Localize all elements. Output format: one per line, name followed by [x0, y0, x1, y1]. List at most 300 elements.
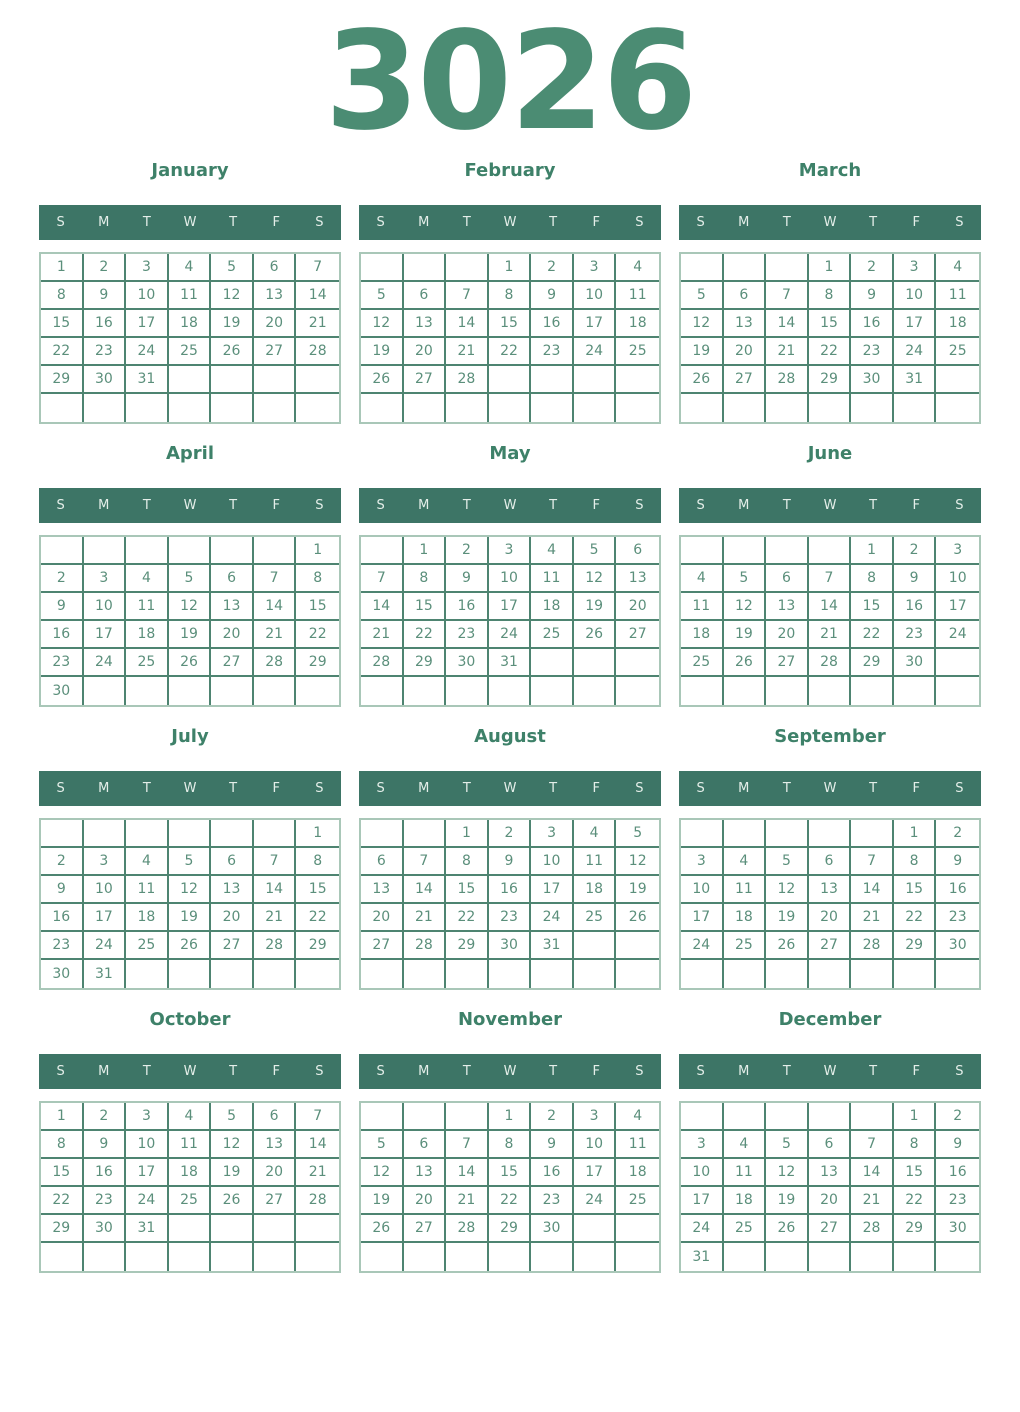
- day-cell: 13: [211, 876, 254, 904]
- day-of-week-label: T: [782, 1064, 791, 1080]
- day-cell-empty: [894, 960, 937, 988]
- day-cell: 31: [681, 1243, 724, 1271]
- day-of-week-label: T: [142, 215, 151, 231]
- day-cell: 21: [404, 904, 447, 932]
- month-title: November: [457, 1009, 563, 1031]
- day-cell-empty: [404, 254, 447, 282]
- day-cell: 20: [211, 621, 254, 649]
- day-cell: 28: [254, 649, 297, 677]
- day-cell-empty: [681, 537, 724, 565]
- month-title: May: [489, 443, 531, 465]
- day-of-week-label: T: [142, 498, 151, 514]
- day-of-week-label: T: [229, 215, 238, 231]
- day-cell-empty: [616, 366, 659, 394]
- day-cell: 7: [404, 848, 447, 876]
- day-cell: 6: [211, 848, 254, 876]
- day-cell: 5: [681, 282, 724, 310]
- day-cell: 15: [41, 310, 84, 338]
- day-cell: 22: [404, 621, 447, 649]
- day-cell-empty: [936, 649, 979, 677]
- day-cell: 24: [84, 932, 127, 960]
- day-of-week-label: S: [376, 215, 385, 231]
- day-cell: 30: [41, 677, 84, 705]
- day-of-week-label: S: [635, 215, 644, 231]
- day-cell-empty: [681, 820, 724, 848]
- day-cell: 3: [84, 565, 127, 593]
- day-cell: 15: [489, 1159, 532, 1187]
- day-cell-empty: [574, 932, 617, 960]
- day-cell: 24: [936, 621, 979, 649]
- day-cell-empty: [211, 677, 254, 705]
- day-cell: 14: [446, 1159, 489, 1187]
- day-cell-empty: [489, 1243, 532, 1271]
- day-cell: 26: [766, 932, 809, 960]
- month-block: [679, 726, 981, 990]
- day-cell: 16: [531, 310, 574, 338]
- day-cell-empty: [169, 366, 212, 394]
- day-cell-empty: [446, 394, 489, 422]
- day-cell: 16: [489, 876, 532, 904]
- day-cell: 19: [724, 621, 767, 649]
- day-cell: 9: [41, 593, 84, 621]
- day-cell: 12: [361, 1159, 404, 1187]
- day-cell: 8: [851, 565, 894, 593]
- day-of-week-label: T: [142, 1064, 151, 1080]
- day-cell-empty: [489, 677, 532, 705]
- day-of-week-label: S: [376, 781, 385, 797]
- day-cell: 30: [446, 649, 489, 677]
- day-cell: 26: [616, 904, 659, 932]
- day-cell: 15: [404, 593, 447, 621]
- day-cell: 24: [574, 1187, 617, 1215]
- day-cell: 18: [616, 310, 659, 338]
- day-cell: 23: [41, 932, 84, 960]
- month-day-grid: [359, 1101, 661, 1273]
- day-cell-empty: [211, 960, 254, 988]
- day-of-week-label: M: [418, 215, 430, 231]
- day-cell: 28: [766, 366, 809, 394]
- day-cell: 26: [766, 1215, 809, 1243]
- day-cell: 9: [531, 282, 574, 310]
- day-cell: 22: [894, 904, 937, 932]
- day-cell: 24: [681, 932, 724, 960]
- month-day-grid: [359, 535, 661, 707]
- day-cell: 24: [531, 904, 574, 932]
- day-cell-empty: [404, 1103, 447, 1131]
- day-cell: 6: [809, 848, 852, 876]
- day-cell: 9: [894, 565, 937, 593]
- day-cell-empty: [446, 677, 489, 705]
- day-cell: 31: [126, 366, 169, 394]
- day-cell: 30: [531, 1215, 574, 1243]
- day-of-week-label: F: [912, 781, 921, 797]
- month-day-grid: [679, 818, 981, 990]
- day-cell: 25: [126, 649, 169, 677]
- day-cell: 17: [936, 593, 979, 621]
- day-of-week-label: S: [635, 1064, 644, 1080]
- month-title: March: [798, 160, 862, 182]
- day-cell: 19: [574, 593, 617, 621]
- day-cell-empty: [766, 820, 809, 848]
- day-of-week-label: F: [272, 498, 281, 514]
- day-cell-empty: [936, 366, 979, 394]
- day-cell: 26: [211, 338, 254, 366]
- day-of-week-label: F: [592, 1064, 601, 1080]
- day-cell: 21: [296, 310, 339, 338]
- day-cell-empty: [809, 537, 852, 565]
- day-cell-empty: [361, 1243, 404, 1271]
- month-day-grid: [39, 1101, 341, 1273]
- day-cell: 10: [681, 1159, 724, 1187]
- day-cell: 29: [851, 649, 894, 677]
- day-cell-empty: [851, 677, 894, 705]
- day-cell-empty: [936, 394, 979, 422]
- day-cell-empty: [254, 820, 297, 848]
- day-cell: 23: [936, 904, 979, 932]
- day-cell: 5: [361, 282, 404, 310]
- day-cell: 27: [766, 649, 809, 677]
- day-cell-empty: [851, 394, 894, 422]
- day-of-week-label: W: [823, 781, 837, 797]
- day-cell: 15: [296, 876, 339, 904]
- day-cell: 1: [894, 1103, 937, 1131]
- day-cell: 17: [489, 593, 532, 621]
- day-of-week-label: T: [869, 781, 878, 797]
- day-of-week-label: M: [418, 781, 430, 797]
- day-of-week-label: S: [315, 215, 324, 231]
- day-of-week-label: W: [823, 215, 837, 231]
- day-cell-empty: [126, 820, 169, 848]
- day-cell: 17: [681, 904, 724, 932]
- day-cell: 11: [724, 1159, 767, 1187]
- day-of-week-label: W: [503, 498, 517, 514]
- day-cell: 27: [361, 932, 404, 960]
- day-cell: 10: [126, 282, 169, 310]
- month-block: [39, 726, 341, 990]
- day-cell: 27: [809, 1215, 852, 1243]
- day-cell-empty: [84, 394, 127, 422]
- day-cell: 25: [531, 621, 574, 649]
- day-cell: 7: [446, 282, 489, 310]
- day-cell: 15: [809, 310, 852, 338]
- day-cell: 14: [851, 1159, 894, 1187]
- day-of-week-label: M: [98, 498, 110, 514]
- day-of-week-label: T: [462, 1064, 471, 1080]
- day-cell-empty: [169, 960, 212, 988]
- day-cell-empty: [169, 677, 212, 705]
- month-day-grid: [39, 252, 341, 424]
- day-cell: 11: [616, 1131, 659, 1159]
- day-cell: 11: [169, 1131, 212, 1159]
- day-cell: 12: [681, 310, 724, 338]
- day-cell: 6: [616, 537, 659, 565]
- day-cell-empty: [169, 1215, 212, 1243]
- day-of-week-label: W: [183, 1064, 197, 1080]
- day-cell: 29: [894, 932, 937, 960]
- month-day-grid: [679, 535, 981, 707]
- day-of-week-label: T: [229, 1064, 238, 1080]
- day-cell: 8: [404, 565, 447, 593]
- day-cell-empty: [211, 366, 254, 394]
- month-block: [39, 1009, 341, 1273]
- day-cell: 18: [574, 876, 617, 904]
- day-cell-empty: [809, 1243, 852, 1271]
- day-of-week-label: T: [462, 781, 471, 797]
- day-cell: 8: [809, 282, 852, 310]
- day-cell: 24: [126, 338, 169, 366]
- day-cell: 2: [936, 820, 979, 848]
- day-cell: 2: [41, 848, 84, 876]
- day-cell-empty: [169, 537, 212, 565]
- day-cell: 7: [851, 1131, 894, 1159]
- day-cell: 15: [41, 1159, 84, 1187]
- day-cell: 9: [936, 1131, 979, 1159]
- day-cell: 28: [254, 932, 297, 960]
- day-cell-empty: [211, 820, 254, 848]
- day-cell: 14: [254, 876, 297, 904]
- day-of-week-label: M: [98, 1064, 110, 1080]
- day-cell: 28: [851, 932, 894, 960]
- day-cell-empty: [361, 677, 404, 705]
- day-cell: 12: [169, 876, 212, 904]
- day-cell-empty: [84, 537, 127, 565]
- day-of-week-label: W: [503, 1064, 517, 1080]
- day-cell: 11: [681, 593, 724, 621]
- day-cell-empty: [724, 537, 767, 565]
- day-of-week-label: W: [823, 498, 837, 514]
- day-cell-empty: [41, 820, 84, 848]
- day-cell: 15: [446, 876, 489, 904]
- day-cell: 7: [851, 848, 894, 876]
- day-cell: 15: [894, 1159, 937, 1187]
- day-cell: 9: [41, 876, 84, 904]
- day-of-week-label: T: [782, 215, 791, 231]
- day-cell: 5: [211, 1103, 254, 1131]
- day-cell: 10: [681, 876, 724, 904]
- day-cell: 2: [446, 537, 489, 565]
- day-cell: 23: [446, 621, 489, 649]
- day-cell: 4: [936, 254, 979, 282]
- day-cell: 10: [489, 565, 532, 593]
- day-cell-empty: [404, 960, 447, 988]
- day-cell: 14: [446, 310, 489, 338]
- day-of-week-label: S: [955, 498, 964, 514]
- day-cell: 21: [361, 621, 404, 649]
- day-cell: 4: [681, 565, 724, 593]
- day-cell: 28: [446, 366, 489, 394]
- day-cell: 11: [574, 848, 617, 876]
- day-cell-empty: [404, 394, 447, 422]
- months-grid: [0, 160, 1020, 1273]
- day-of-week-label: F: [592, 498, 601, 514]
- day-cell: 3: [681, 848, 724, 876]
- day-cell: 7: [446, 1131, 489, 1159]
- day-cell-empty: [851, 960, 894, 988]
- day-of-week-label: S: [315, 781, 324, 797]
- day-cell: 4: [126, 565, 169, 593]
- day-cell: 28: [296, 1187, 339, 1215]
- day-cell-empty: [574, 366, 617, 394]
- day-of-week-label: S: [376, 498, 385, 514]
- day-cell-empty: [361, 394, 404, 422]
- day-of-week-label: W: [183, 781, 197, 797]
- day-cell-empty: [254, 1215, 297, 1243]
- day-of-week-header: [39, 488, 341, 523]
- day-cell: 4: [724, 1131, 767, 1159]
- day-cell: 10: [574, 282, 617, 310]
- day-cell: 5: [361, 1131, 404, 1159]
- day-cell: 20: [809, 1187, 852, 1215]
- day-cell: 18: [616, 1159, 659, 1187]
- day-cell: 23: [489, 904, 532, 932]
- day-cell: 31: [126, 1215, 169, 1243]
- day-cell-empty: [296, 677, 339, 705]
- day-of-week-label: T: [549, 781, 558, 797]
- day-of-week-label: T: [549, 1064, 558, 1080]
- day-of-week-header: [359, 488, 661, 523]
- day-cell: 7: [254, 565, 297, 593]
- day-cell: 3: [531, 820, 574, 848]
- day-of-week-header: [39, 205, 341, 240]
- day-cell: 13: [211, 593, 254, 621]
- day-cell: 25: [574, 904, 617, 932]
- day-of-week-label: T: [142, 781, 151, 797]
- day-cell: 22: [894, 1187, 937, 1215]
- day-cell: 12: [766, 876, 809, 904]
- day-cell-empty: [169, 1243, 212, 1271]
- day-cell-empty: [446, 254, 489, 282]
- day-cell: 2: [84, 254, 127, 282]
- day-cell-empty: [446, 1243, 489, 1271]
- day-cell: 22: [489, 1187, 532, 1215]
- day-of-week-header: [39, 771, 341, 806]
- day-cell: 28: [446, 1215, 489, 1243]
- day-cell: 8: [296, 848, 339, 876]
- day-cell: 2: [489, 820, 532, 848]
- day-cell-empty: [296, 1243, 339, 1271]
- day-cell: 13: [724, 310, 767, 338]
- day-of-week-label: T: [869, 498, 878, 514]
- day-cell: 18: [936, 310, 979, 338]
- day-cell: 21: [254, 621, 297, 649]
- day-cell: 19: [766, 904, 809, 932]
- day-cell-empty: [446, 960, 489, 988]
- day-cell: 15: [851, 593, 894, 621]
- day-cell: 2: [894, 537, 937, 565]
- day-cell: 22: [41, 338, 84, 366]
- day-cell-empty: [489, 366, 532, 394]
- day-cell: 19: [169, 621, 212, 649]
- day-cell: 17: [574, 310, 617, 338]
- day-cell: 1: [296, 537, 339, 565]
- day-cell: 31: [84, 960, 127, 988]
- day-cell: 23: [531, 338, 574, 366]
- month-block: [359, 726, 661, 990]
- day-cell: 30: [41, 960, 84, 988]
- day-cell-empty: [936, 677, 979, 705]
- day-of-week-header: [679, 1054, 981, 1089]
- day-cell: 16: [936, 876, 979, 904]
- month-block: [679, 443, 981, 707]
- day-cell: 13: [361, 876, 404, 904]
- day-cell-empty: [894, 1243, 937, 1271]
- day-of-week-label: W: [503, 215, 517, 231]
- day-cell-empty: [724, 254, 767, 282]
- day-cell-empty: [211, 537, 254, 565]
- day-cell: 1: [851, 537, 894, 565]
- day-cell: 1: [41, 254, 84, 282]
- day-cell-empty: [531, 394, 574, 422]
- day-cell: 21: [296, 1159, 339, 1187]
- day-cell-empty: [254, 366, 297, 394]
- day-cell: 8: [894, 848, 937, 876]
- day-cell: 23: [936, 1187, 979, 1215]
- day-cell: 3: [84, 848, 127, 876]
- day-of-week-label: T: [549, 215, 558, 231]
- day-cell: 25: [169, 1187, 212, 1215]
- day-cell-empty: [84, 820, 127, 848]
- day-cell-empty: [894, 677, 937, 705]
- day-cell: 5: [766, 1131, 809, 1159]
- month-block: [39, 443, 341, 707]
- day-cell: 2: [936, 1103, 979, 1131]
- day-cell-empty: [531, 1243, 574, 1271]
- day-cell-empty: [531, 960, 574, 988]
- day-cell: 18: [724, 904, 767, 932]
- day-cell-empty: [574, 1243, 617, 1271]
- day-of-week-header: [359, 771, 661, 806]
- day-cell: 6: [254, 254, 297, 282]
- day-cell: 14: [254, 593, 297, 621]
- day-cell: 29: [296, 649, 339, 677]
- day-cell-empty: [254, 960, 297, 988]
- day-cell: 2: [531, 254, 574, 282]
- day-cell-empty: [489, 394, 532, 422]
- day-cell-empty: [766, 677, 809, 705]
- day-cell: 27: [254, 338, 297, 366]
- day-of-week-label: M: [738, 1064, 750, 1080]
- day-cell: 16: [41, 904, 84, 932]
- day-cell: 17: [574, 1159, 617, 1187]
- day-cell-empty: [361, 820, 404, 848]
- day-cell: 20: [809, 904, 852, 932]
- day-cell-empty: [446, 1103, 489, 1131]
- day-of-week-label: S: [696, 781, 705, 797]
- day-cell: 4: [169, 1103, 212, 1131]
- day-cell: 18: [531, 593, 574, 621]
- day-cell: 22: [41, 1187, 84, 1215]
- day-cell: 19: [211, 310, 254, 338]
- day-cell: 13: [404, 1159, 447, 1187]
- day-cell-empty: [809, 677, 852, 705]
- day-of-week-label: S: [56, 1064, 65, 1080]
- day-cell: 26: [169, 649, 212, 677]
- day-cell: 17: [126, 1159, 169, 1187]
- day-cell: 20: [766, 621, 809, 649]
- day-cell-empty: [489, 960, 532, 988]
- day-cell-empty: [616, 394, 659, 422]
- day-cell: 25: [126, 932, 169, 960]
- day-cell: 14: [296, 282, 339, 310]
- day-cell: 18: [169, 1159, 212, 1187]
- day-cell: 13: [254, 1131, 297, 1159]
- day-cell: 12: [211, 1131, 254, 1159]
- day-cell: 14: [809, 593, 852, 621]
- day-cell: 27: [616, 621, 659, 649]
- day-cell: 20: [254, 310, 297, 338]
- day-cell-empty: [809, 1103, 852, 1131]
- day-cell: 4: [169, 254, 212, 282]
